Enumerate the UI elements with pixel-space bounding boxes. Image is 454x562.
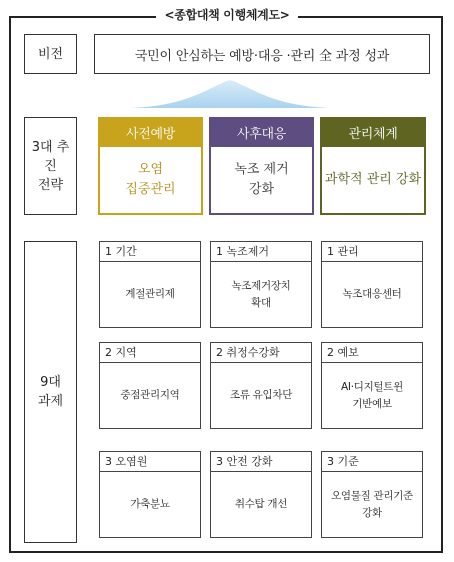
vision-label-box [24,34,77,74]
strategy-card [320,117,426,215]
task-body [322,262,422,327]
strategy-head-text: 사후대응 [236,126,287,142]
strategy-head-text: 관리체계 [348,126,398,142]
upward-arrow-icon [130,78,330,108]
task-head: 2 예보 [322,343,422,363]
task-head: 1 관리 [322,242,422,262]
strategy-body [209,147,314,215]
vision-text: 국민이 안심하는 예방·대응 ·관리 全 과정 성과 [134,48,390,64]
strategy-card [209,117,314,215]
task-body-line2: 강화 [362,506,382,519]
strategy-label-line2: 진 [44,158,57,174]
task-head: 3 오염원 [100,452,200,472]
diagram-title: <종합대책 이행체계도> [156,8,297,22]
task-body-line1: 취수탑 개선 [234,498,288,510]
task-body-line1: 녹조제거장치 [231,279,291,292]
task-head: 2 지역 [100,343,200,363]
task-head: 1 녹조제거 [211,242,311,262]
task-card [210,241,312,328]
task-body-line1: 오염물질 관리기준 [331,489,413,502]
task-body-line2: 확대 [251,296,271,309]
strategy-card [98,117,203,215]
task-body-line2: 기반예보 [352,397,392,410]
task-body-line1: 계절관리제 [125,288,175,300]
task-body-line1: 녹조대응센터 [342,288,402,300]
strategy-body-line1: 녹조 제거 [234,162,289,177]
strategy-label-box [24,117,77,215]
strategy-body-line1: 과학적 관리 강화 [324,172,422,187]
vision-text-box [94,34,430,74]
tasks-label-box [24,241,77,543]
task-card [321,342,423,429]
task-card [321,241,423,328]
task-body [211,363,311,428]
task-body-line1: 중점관리지역 [120,389,180,401]
task-body-line1: 가축분뇨 [130,498,170,510]
task-body [211,472,311,537]
strategy-body-line2: 집중관리 [125,182,176,197]
task-card [99,451,201,538]
strategy-label-line1: 3대 추 [31,139,70,155]
strategy-head-text: 사전예방 [125,126,176,142]
strategy-head [98,117,203,147]
task-card [321,451,423,538]
task-card [99,342,201,429]
task-body [100,262,200,327]
task-body [322,472,422,537]
strategy-body-line1: 오염 [137,162,164,177]
task-body [100,363,200,428]
strategy-head [320,117,426,147]
task-body-line1: 조류 유입차단 [229,389,293,401]
task-body-line1: AI·디지털트윈 [341,380,403,393]
task-head: 3 기준 [322,452,422,472]
tasks-label-line2: 과제 [37,394,64,409]
task-body [322,363,422,428]
diagram-title-wrap [0,4,454,23]
task-head: 1 기간 [100,242,200,262]
vision-label: 비전 [37,46,64,62]
task-card [210,451,312,538]
task-body [211,262,311,327]
tasks-label-line1: 9대 [40,375,61,390]
task-head: 2 취정수강화 [211,343,311,363]
task-head: 3 안전 강화 [211,452,311,472]
task-card [210,342,312,429]
strategy-body [98,147,203,215]
strategy-head [209,117,314,147]
strategy-body [320,147,426,215]
strategy-label-line3: 전략 [37,177,64,193]
task-body [100,472,200,537]
task-card [99,241,201,328]
strategy-body-line2: 강화 [248,182,275,197]
